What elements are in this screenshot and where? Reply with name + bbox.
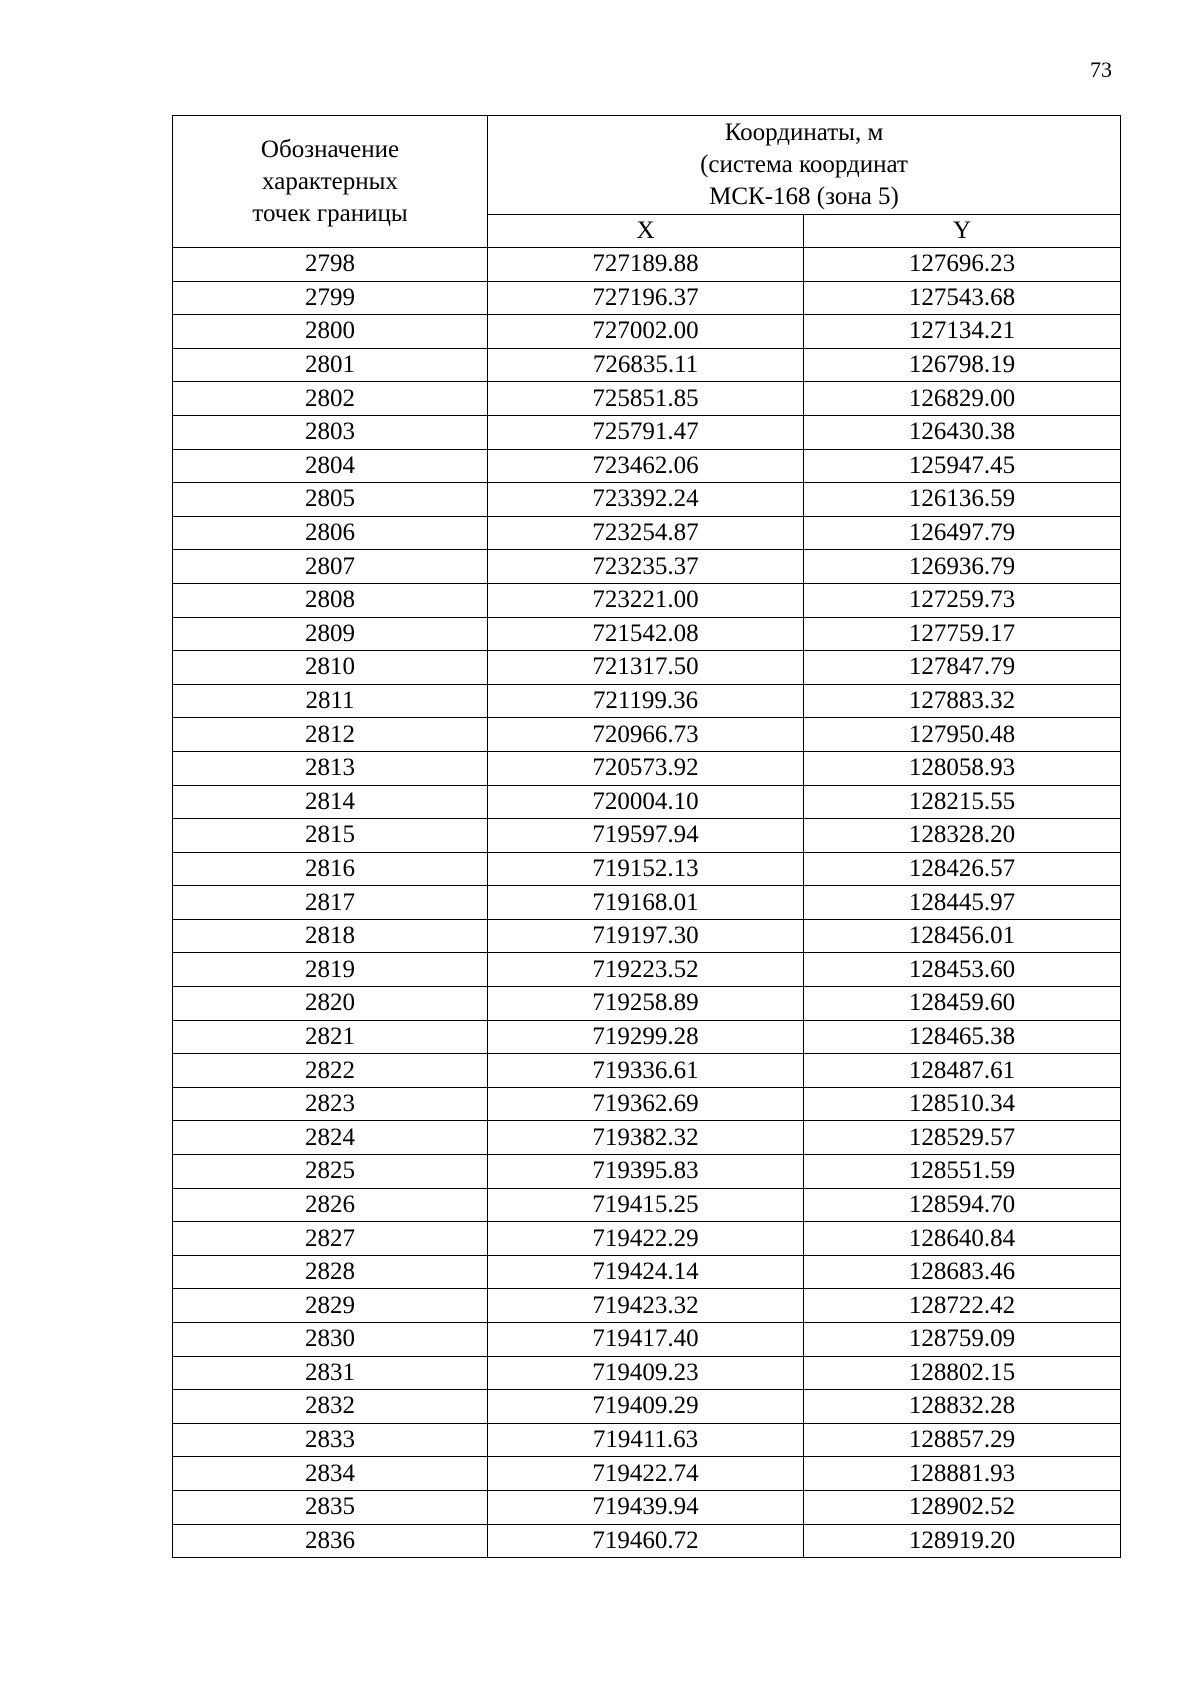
y-coordinate-cell: 125947.45 — [804, 449, 1121, 483]
table-row — [173, 886, 1121, 920]
table-row — [173, 1020, 1121, 1054]
x-coordinate-cell: 723221.00 — [488, 583, 804, 617]
x-coordinate-cell: 719423.32 — [488, 1289, 804, 1323]
point-cell: 2811 — [173, 684, 488, 718]
y-coordinate-cell: 126798.19 — [804, 348, 1121, 382]
table-row — [173, 987, 1121, 1021]
point-cell: 2798 — [173, 248, 488, 282]
point-cell: 2802 — [173, 382, 488, 416]
x-coordinate-cell: 719417.40 — [488, 1323, 804, 1357]
y-coordinate-cell: 127259.73 — [804, 583, 1121, 617]
table-row — [173, 449, 1121, 483]
y-coordinate-cell: 128426.57 — [804, 852, 1121, 886]
x-coordinate-cell: 721317.50 — [488, 651, 804, 685]
table-row — [173, 617, 1121, 651]
point-cell: 2827 — [173, 1222, 488, 1256]
table-row — [173, 1490, 1121, 1524]
x-coordinate-cell: 720004.10 — [488, 785, 804, 819]
x-coordinate-cell: 723254.87 — [488, 516, 804, 550]
x-coordinate-cell: 719422.29 — [488, 1222, 804, 1256]
table-row — [173, 281, 1121, 315]
table-row — [173, 953, 1121, 987]
table-row — [173, 1457, 1121, 1491]
y-column-header: Y — [804, 215, 1121, 248]
x-coordinate-cell: 720573.92 — [488, 751, 804, 785]
table-row — [173, 415, 1121, 449]
table-row — [173, 751, 1121, 785]
y-coordinate-cell: 128902.52 — [804, 1490, 1121, 1524]
y-coordinate-cell: 128594.70 — [804, 1188, 1121, 1222]
y-coordinate-cell: 127696.23 — [804, 248, 1121, 282]
x-coordinate-cell: 726835.11 — [488, 348, 804, 382]
y-coordinate-cell: 126829.00 — [804, 382, 1121, 416]
table-row — [173, 1188, 1121, 1222]
point-cell: 2805 — [173, 483, 488, 517]
table-row — [173, 718, 1121, 752]
table-row — [173, 348, 1121, 382]
x-coordinate-cell: 723462.06 — [488, 449, 804, 483]
y-coordinate-cell: 128640.84 — [804, 1222, 1121, 1256]
x-coordinate-cell: 719422.74 — [488, 1457, 804, 1491]
point-cell: 2826 — [173, 1188, 488, 1222]
y-coordinate-cell: 128445.97 — [804, 886, 1121, 920]
table-row — [173, 248, 1121, 282]
point-header-line: точек границы — [252, 199, 408, 227]
table-row — [173, 516, 1121, 550]
table-row — [173, 1323, 1121, 1357]
y-coordinate-cell: 128465.38 — [804, 1020, 1121, 1054]
table-row — [173, 483, 1121, 517]
x-coordinate-cell: 719382.32 — [488, 1121, 804, 1155]
y-coordinate-cell: 127847.79 — [804, 651, 1121, 685]
y-coordinate-cell: 127950.48 — [804, 718, 1121, 752]
x-coordinate-cell: 719415.25 — [488, 1188, 804, 1222]
y-coordinate-cell: 126936.79 — [804, 550, 1121, 584]
coords-header-line: Координаты, м — [724, 119, 884, 146]
x-coordinate-cell: 719299.28 — [488, 1020, 804, 1054]
y-coordinate-cell: 128722.42 — [804, 1289, 1121, 1323]
x-coordinate-cell: 719336.61 — [488, 1054, 804, 1088]
point-cell: 2821 — [173, 1020, 488, 1054]
y-coordinate-cell: 128510.34 — [804, 1087, 1121, 1121]
table-row — [173, 583, 1121, 617]
table-row — [173, 1222, 1121, 1256]
point-cell: 2833 — [173, 1423, 488, 1457]
x-coordinate-cell: 719223.52 — [488, 953, 804, 987]
coordinates-table — [172, 115, 1121, 1558]
point-cell: 2812 — [173, 718, 488, 752]
y-coordinate-cell: 128453.60 — [804, 953, 1121, 987]
point-cell: 2800 — [173, 315, 488, 349]
y-coordinate-cell: 128058.93 — [804, 751, 1121, 785]
y-coordinate-cell: 126430.38 — [804, 415, 1121, 449]
point-cell: 2831 — [173, 1356, 488, 1390]
y-coordinate-cell: 128487.61 — [804, 1054, 1121, 1088]
y-coordinate-cell: 128551.59 — [804, 1155, 1121, 1189]
y-coordinate-cell: 128881.93 — [804, 1457, 1121, 1491]
table-row — [173, 1054, 1121, 1088]
y-coordinate-cell: 126497.79 — [804, 516, 1121, 550]
point-cell: 2834 — [173, 1457, 488, 1491]
y-coordinate-cell: 126136.59 — [804, 483, 1121, 517]
point-cell: 2835 — [173, 1490, 488, 1524]
y-coordinate-cell: 128529.57 — [804, 1121, 1121, 1155]
x-coordinate-cell: 723392.24 — [488, 483, 804, 517]
y-coordinate-cell: 127883.32 — [804, 684, 1121, 718]
x-coordinate-cell: 727196.37 — [488, 281, 804, 315]
point-cell: 2832 — [173, 1390, 488, 1424]
table-row — [173, 1255, 1121, 1289]
point-cell: 2823 — [173, 1087, 488, 1121]
point-designation-header — [173, 116, 488, 248]
y-coordinate-cell: 128919.20 — [804, 1524, 1121, 1558]
x-coordinate-cell: 719409.23 — [488, 1356, 804, 1390]
point-cell: 2820 — [173, 987, 488, 1021]
x-coordinate-cell: 719411.63 — [488, 1423, 804, 1457]
y-coordinate-cell: 128802.15 — [804, 1356, 1121, 1390]
x-coordinate-cell: 719197.30 — [488, 919, 804, 953]
point-cell: 2819 — [173, 953, 488, 987]
table-row — [173, 1423, 1121, 1457]
x-coordinate-cell: 723235.37 — [488, 550, 804, 584]
y-coordinate-cell: 128459.60 — [804, 987, 1121, 1021]
x-coordinate-cell: 719168.01 — [488, 886, 804, 920]
point-cell: 2825 — [173, 1155, 488, 1189]
point-cell: 2816 — [173, 852, 488, 886]
y-coordinate-cell: 128683.46 — [804, 1255, 1121, 1289]
point-cell: 2803 — [173, 415, 488, 449]
x-coordinate-cell: 719439.94 — [488, 1490, 804, 1524]
y-coordinate-cell: 128759.09 — [804, 1323, 1121, 1357]
table-row — [173, 819, 1121, 853]
y-coordinate-cell: 128832.28 — [804, 1390, 1121, 1424]
table-row — [173, 852, 1121, 886]
y-coordinate-cell: 128215.55 — [804, 785, 1121, 819]
point-cell: 2810 — [173, 651, 488, 685]
point-cell: 2815 — [173, 819, 488, 853]
point-cell: 2804 — [173, 449, 488, 483]
point-cell: 2817 — [173, 886, 488, 920]
x-coordinate-cell: 727189.88 — [488, 248, 804, 282]
point-cell: 2824 — [173, 1121, 488, 1155]
point-cell: 2809 — [173, 617, 488, 651]
table-row — [173, 1390, 1121, 1424]
table-row — [173, 1356, 1121, 1390]
point-cell: 2814 — [173, 785, 488, 819]
coords-header-line: МСК-168 (зона 5) — [709, 183, 899, 210]
table-row — [173, 550, 1121, 584]
table-row — [173, 1289, 1121, 1323]
x-coordinate-cell: 719597.94 — [488, 819, 804, 853]
coords-header-line: (система координат — [700, 151, 908, 178]
table-row — [173, 919, 1121, 953]
table-row — [173, 1155, 1121, 1189]
table-row — [173, 1087, 1121, 1121]
y-coordinate-cell: 127759.17 — [804, 617, 1121, 651]
x-column-header: X — [488, 215, 804, 248]
point-cell: 2806 — [173, 516, 488, 550]
point-cell: 2799 — [173, 281, 488, 315]
table-row — [173, 785, 1121, 819]
coordinates-header — [488, 116, 1121, 215]
x-coordinate-cell: 719395.83 — [488, 1155, 804, 1189]
table-row — [173, 1121, 1121, 1155]
y-coordinate-cell: 127134.21 — [804, 315, 1121, 349]
point-cell: 2808 — [173, 583, 488, 617]
table-body — [173, 248, 1121, 1558]
x-coordinate-cell: 719362.69 — [488, 1087, 804, 1121]
point-header-line: характерных — [262, 167, 398, 195]
x-coordinate-cell: 721199.36 — [488, 684, 804, 718]
table-row — [173, 1524, 1121, 1558]
point-cell: 2807 — [173, 550, 488, 584]
y-coordinate-cell: 127543.68 — [804, 281, 1121, 315]
x-coordinate-cell: 719460.72 — [488, 1524, 804, 1558]
x-coordinate-cell: 721542.08 — [488, 617, 804, 651]
x-coordinate-cell: 719152.13 — [488, 852, 804, 886]
y-coordinate-cell: 128456.01 — [804, 919, 1121, 953]
x-coordinate-cell: 727002.00 — [488, 315, 804, 349]
point-cell: 2836 — [173, 1524, 488, 1558]
table-header — [173, 116, 1121, 248]
x-coordinate-cell: 720966.73 — [488, 718, 804, 752]
table-row — [173, 315, 1121, 349]
point-cell: 2822 — [173, 1054, 488, 1088]
point-cell: 2828 — [173, 1255, 488, 1289]
table-row — [173, 684, 1121, 718]
y-coordinate-cell: 128328.20 — [804, 819, 1121, 853]
x-coordinate-cell: 719258.89 — [488, 987, 804, 1021]
x-coordinate-cell: 725851.85 — [488, 382, 804, 416]
point-cell: 2829 — [173, 1289, 488, 1323]
x-coordinate-cell: 725791.47 — [488, 415, 804, 449]
point-cell: 2813 — [173, 751, 488, 785]
y-coordinate-cell: 128857.29 — [804, 1423, 1121, 1457]
point-cell: 2801 — [173, 348, 488, 382]
x-coordinate-cell: 719409.29 — [488, 1390, 804, 1424]
page-number: 73 — [1090, 57, 1112, 82]
table-row — [173, 382, 1121, 416]
x-coordinate-cell: 719424.14 — [488, 1255, 804, 1289]
point-cell: 2818 — [173, 919, 488, 953]
point-header-line: Обозначение — [260, 135, 400, 163]
table-row — [173, 651, 1121, 685]
point-cell: 2830 — [173, 1323, 488, 1357]
